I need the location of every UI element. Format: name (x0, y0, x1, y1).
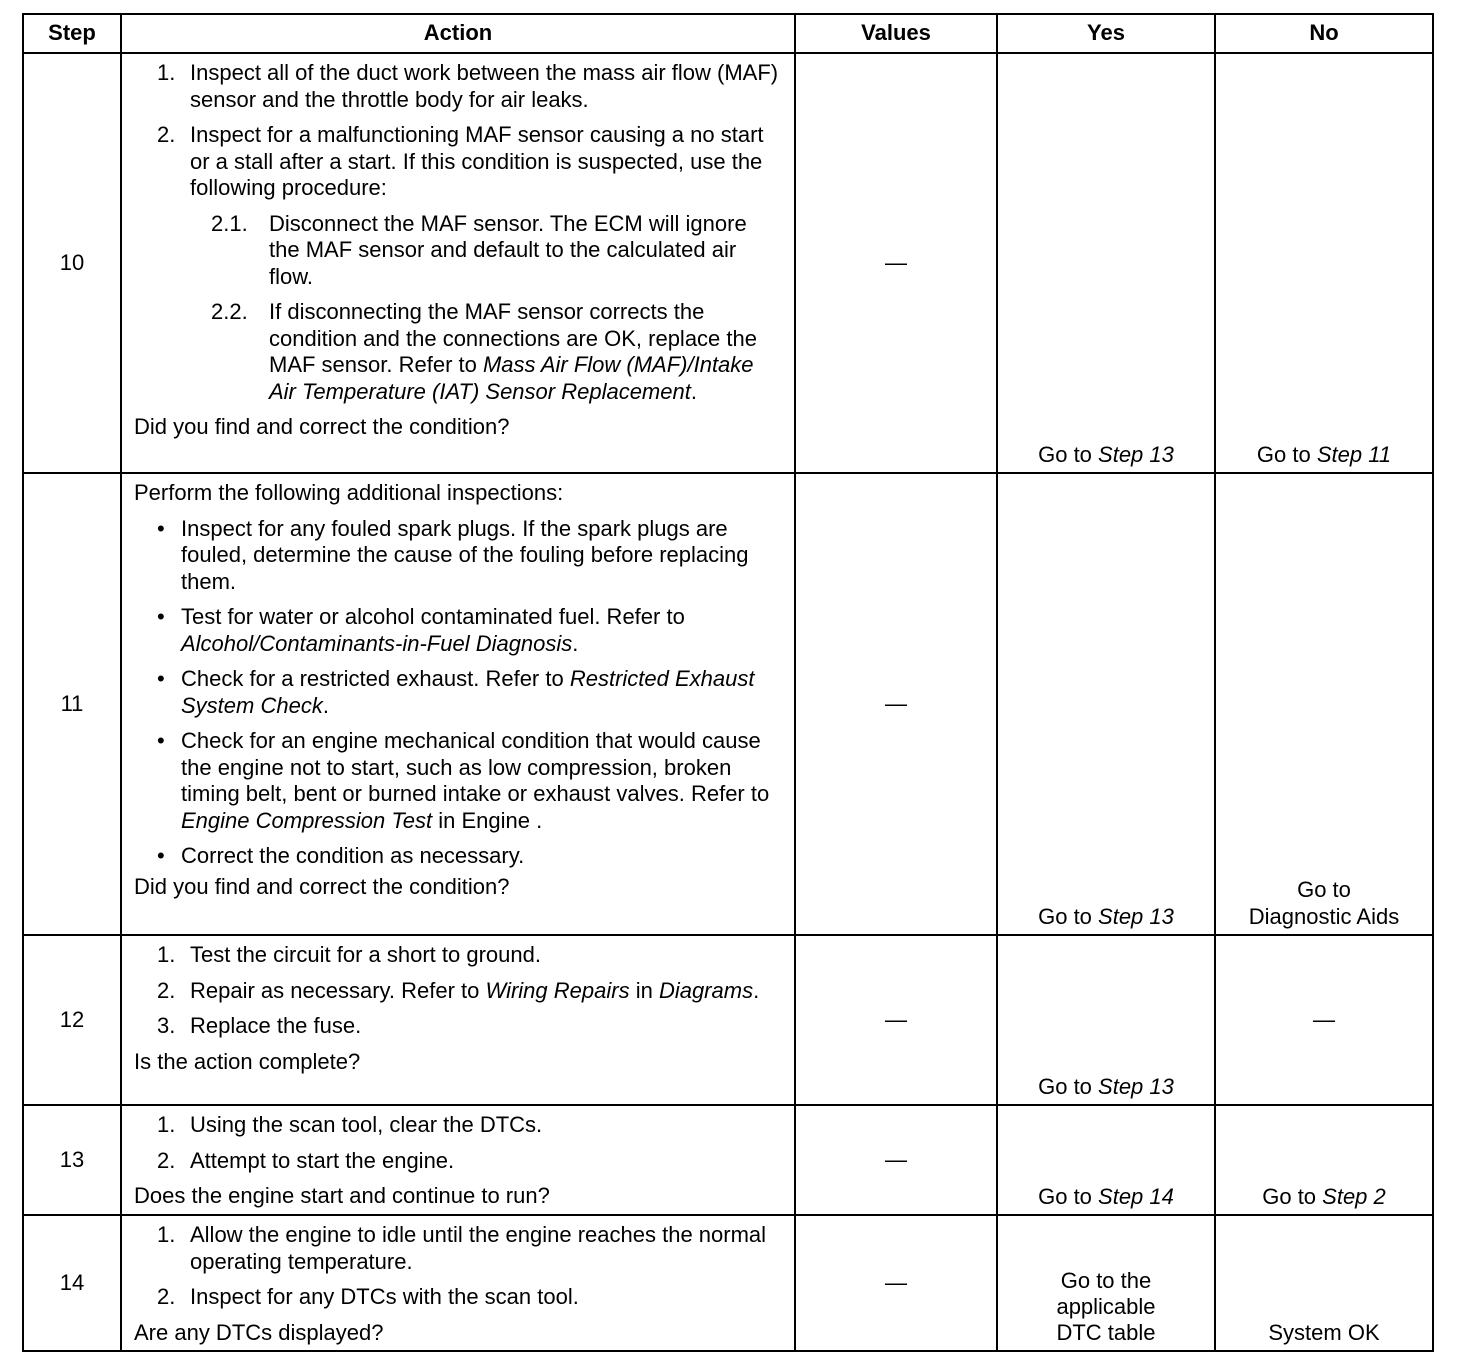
bullet-item: • Inspect for any fouled spark plugs. If the spark plugs are fouled, determine the cause of the fouling before replacing them. (157, 515, 749, 594)
values-cell: — (795, 1105, 997, 1215)
question: Are any DTCs displayed? (134, 1319, 384, 1345)
list-item: 1. Using the scan tool, clear the DTCs. (157, 1112, 543, 1137)
bullet-item: • Check for an engine mechanical condition that would cause the engine not to start, such as low compression, broken timing belt, bent or burned intake or exhaust valves. Refer to Engine Compression Test in Engine . (157, 728, 770, 833)
header-no: No (1215, 14, 1433, 53)
question: Did you find and correct the condition? (134, 873, 510, 899)
yes-cell: Go to Step 13 (997, 473, 1215, 935)
reference-link: Wiring Repairs (485, 977, 630, 1003)
list-item: 2. Inspect for any DTCs with the scan tool. (157, 1284, 579, 1309)
yes-cell: Go to Step 13 (997, 53, 1215, 473)
step-number: 14 (23, 1215, 121, 1351)
list-item: 2. Attempt to start the engine. (157, 1147, 455, 1173)
bullet-item: • Correct the condition as necessary. (157, 843, 525, 868)
question: Did you find and correct the condition? (134, 414, 510, 439)
sub-list-item: 2.1. Disconnect the MAF sensor. The ECM will ignore the MAF sensor and default to the calculated air flow. (211, 210, 747, 289)
header-step: Step (23, 14, 121, 53)
step-reference: Step 13 (1098, 1073, 1174, 1099)
list-item: 3. Replace the fuse. (157, 1013, 362, 1038)
table-row-step-11 (23, 473, 1433, 935)
header-values: Values (795, 14, 997, 53)
list-item: 2. Inspect for a malfunctioning MAF sensor causing a no start or a stall after a start. If this condition is suspected, use the following procedure: (157, 122, 764, 200)
table-row-step-13 (23, 1105, 1433, 1215)
no-cell: — (1215, 935, 1433, 1105)
table-row-step-14 (23, 1215, 1433, 1351)
values-cell: — (795, 935, 997, 1105)
step-reference: Step 11 (1316, 441, 1392, 467)
values-cell: — (795, 53, 997, 473)
step-reference: Step 14 (1098, 1183, 1174, 1209)
step-reference: Step 2 (1322, 1183, 1386, 1209)
diagnostic-table (22, 13, 1434, 1352)
table-row-step-12 (23, 935, 1433, 1105)
step-number: 12 (23, 935, 121, 1105)
question: Does the engine start and continue to run? (134, 1183, 550, 1208)
yes-cell: Go to the applicable DTC table (997, 1215, 1215, 1351)
action-cell (121, 1215, 795, 1351)
yes-cell: Go to Step 14 (997, 1105, 1215, 1215)
action-cell (121, 935, 795, 1105)
header-action: Action (121, 14, 795, 53)
no-cell: Go to Diagnostic Aids (1215, 473, 1433, 935)
step-number: 11 (23, 473, 121, 935)
reference-link: Mass Air Flow (MAF)/Intake Air Temperature (IAT) Sensor Replacement (269, 352, 754, 404)
reference-link: Diagrams (658, 977, 754, 1003)
table-row-step-10 (23, 53, 1433, 473)
no-cell: Go to Step 11 (1215, 53, 1433, 473)
action-cell (121, 473, 795, 935)
action-cell (121, 53, 795, 473)
list-item: 1. Inspect all of the duct work between the mass air flow (MAF) sensor and the throttle body for air leaks. (157, 60, 779, 112)
header-yes: Yes (997, 14, 1215, 53)
values-cell: — (795, 1215, 997, 1351)
step-number: 10 (23, 53, 121, 473)
step-reference: Step 13 (1098, 903, 1174, 929)
reference-link: Alcohol/Contaminants-in-Fuel Diagnosis (181, 630, 573, 656)
question: Is the action complete? (134, 1048, 361, 1074)
reference-link: Engine Compression Test (181, 807, 433, 833)
no-cell: Go to Step 2 (1215, 1105, 1433, 1215)
bullet-item: • Check for a restricted exhaust. Refer to Restricted Exhaust System Check. (157, 666, 755, 718)
action-cell (121, 1105, 795, 1215)
sub-list-item: 2.2. If disconnecting the MAF sensor corrects the condition and the connections are OK, replace the MAF sensor. Refer to Mass Air Flow (MAF)/Intake Air Temperature (IAT) Sensor Replacement. (211, 299, 757, 404)
bullet-item: • Test for water or alcohol contaminated fuel. Refer to Alcohol/Contaminants-in-Fuel Diagnosis. (157, 604, 685, 656)
header-row (23, 14, 1433, 53)
intro-text: Perform the following additional inspections: (134, 480, 564, 505)
yes-cell: Go to Step 13 (997, 935, 1215, 1105)
reference-link: Restricted Exhaust System Check (181, 666, 755, 718)
list-item: 2. Repair as necessary. Refer to Wiring Repairs in Diagrams. (157, 977, 760, 1003)
list-item: 1. Test the circuit for a short to ground. (157, 942, 541, 967)
no-cell: System OK (1215, 1215, 1433, 1351)
list-item: 1. Allow the engine to idle until the engine reaches the normal operating temperature. (157, 1222, 767, 1274)
step-number: 13 (23, 1105, 121, 1215)
step-reference: Step 13 (1098, 441, 1174, 467)
values-cell: — (795, 473, 997, 935)
